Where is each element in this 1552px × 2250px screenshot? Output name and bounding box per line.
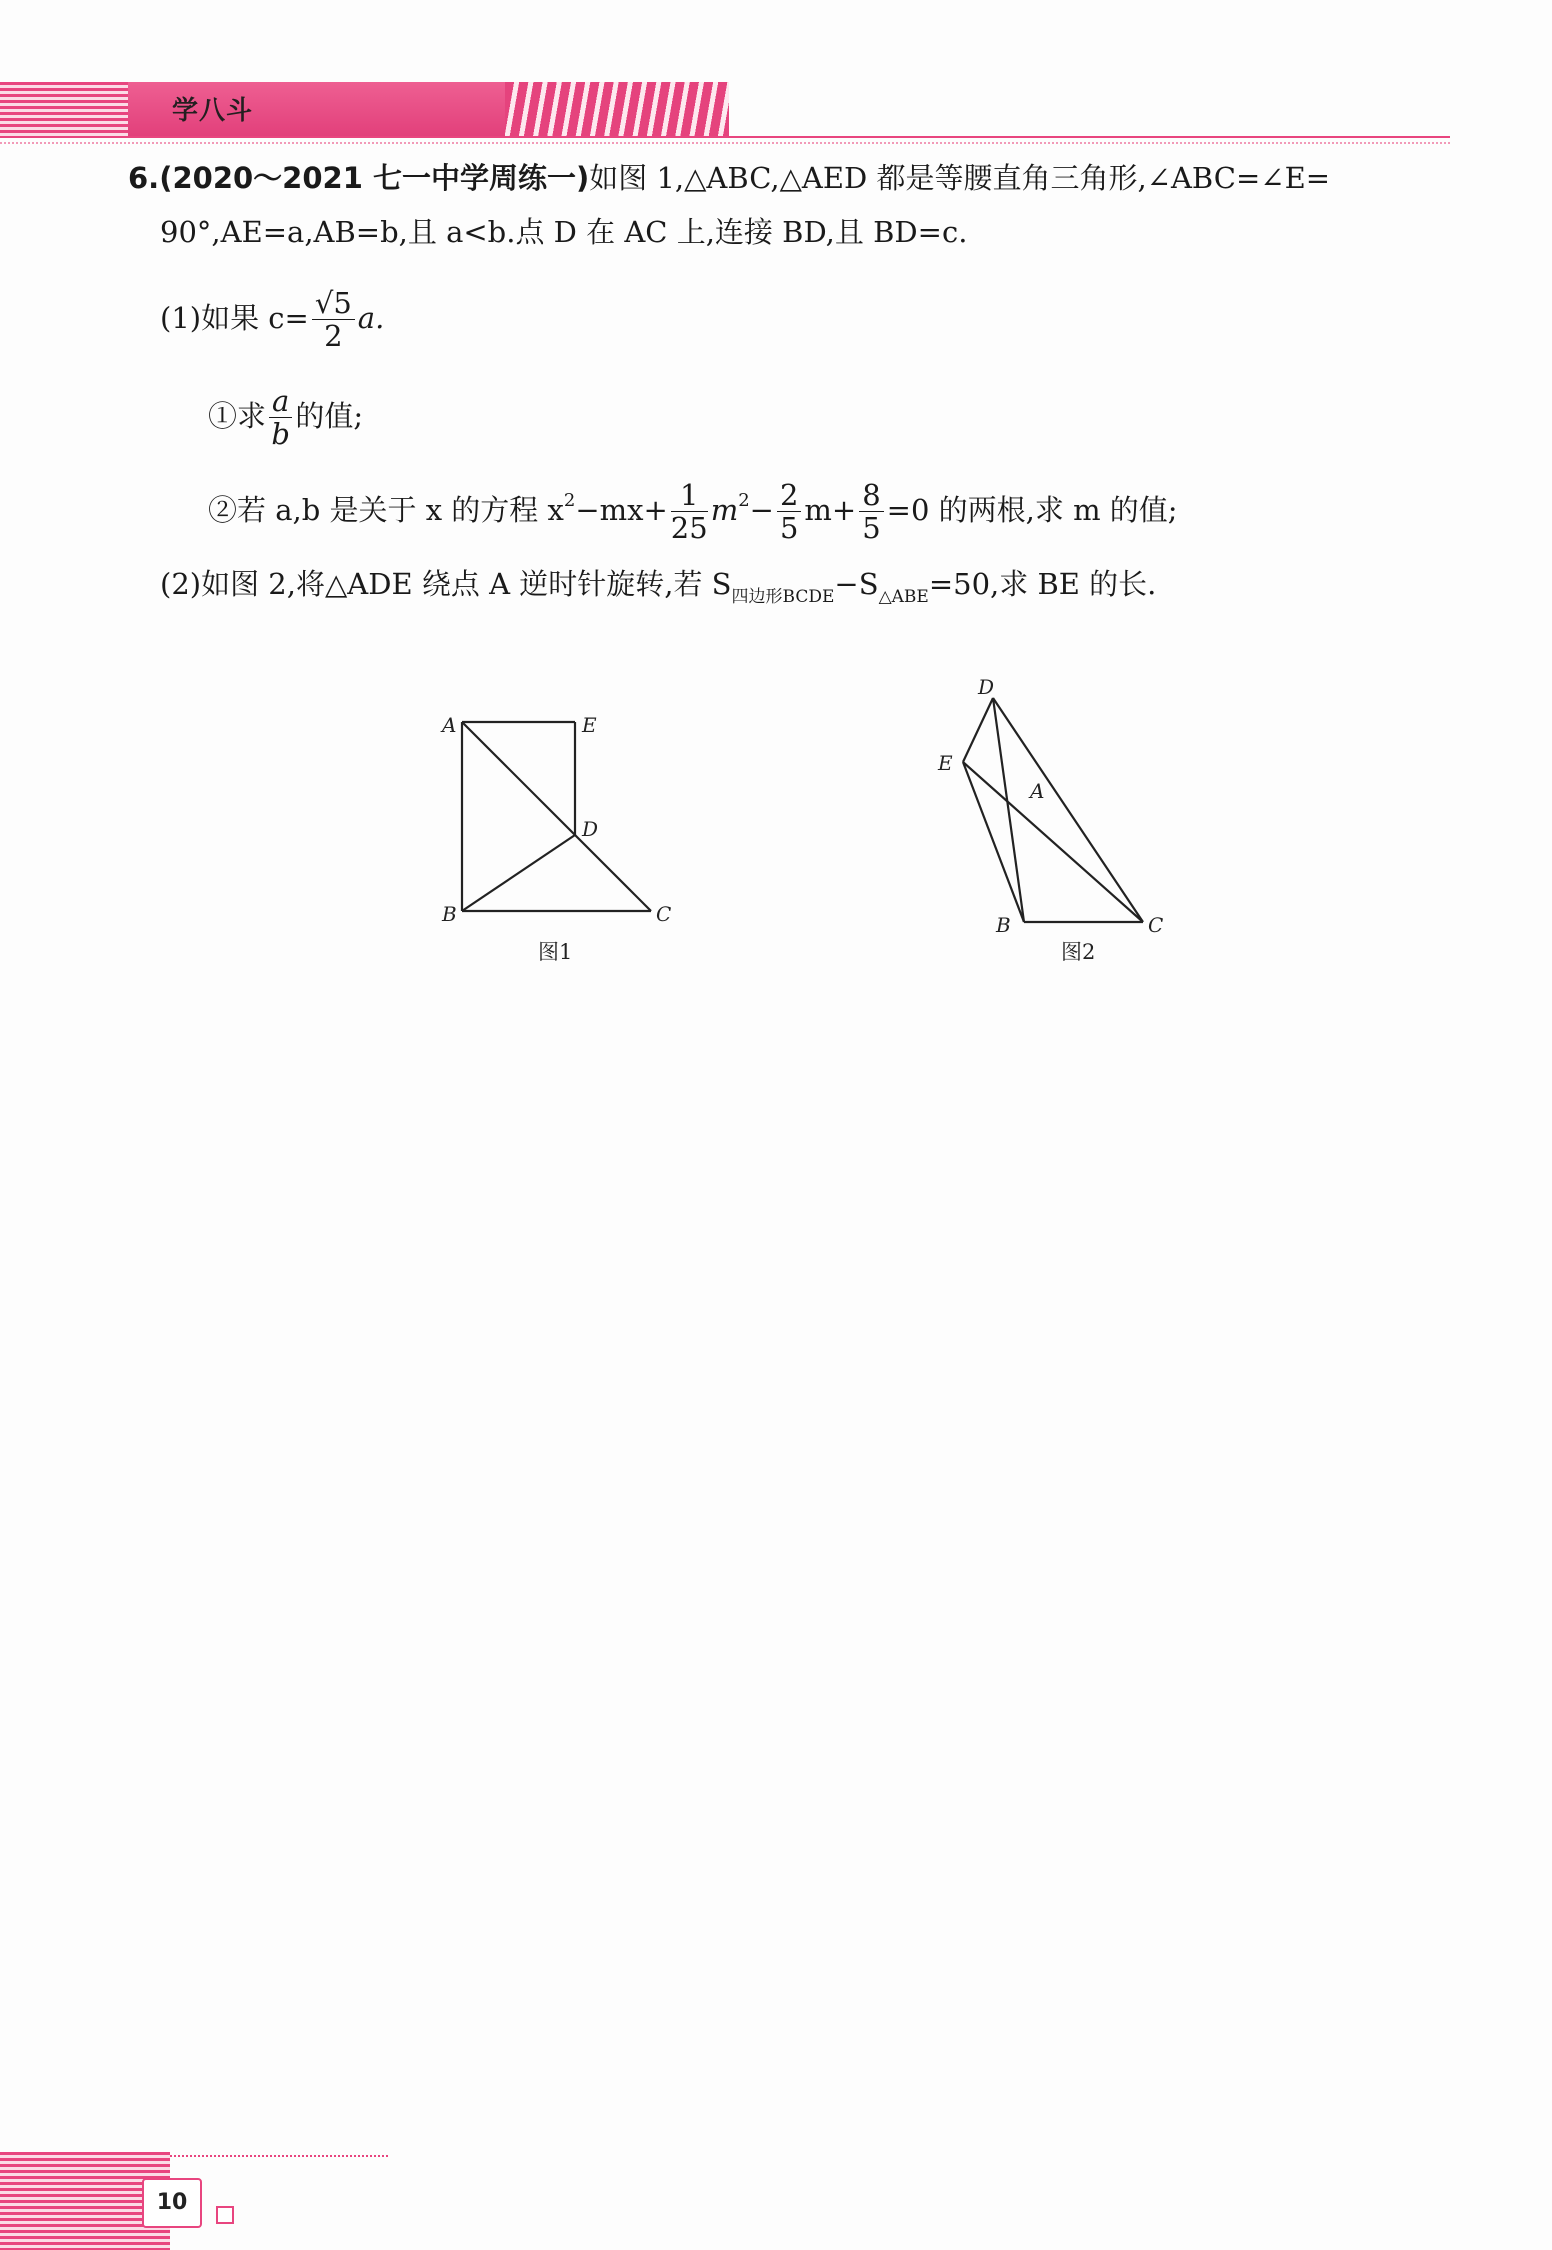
problem-stem-line2 [160,215,968,249]
var-m: m [710,492,739,527]
question1-line [208,386,363,450]
question2-line [208,480,1178,544]
exponent: 2 [738,489,750,511]
fraction-8-over-5 [859,480,883,544]
footer-dotted-rule [170,2155,388,2157]
header-slash-pattern [505,82,729,136]
part2-minus-S: −S [834,567,879,601]
figure-1-diagram [430,700,690,950]
denominator-b: b [271,417,290,452]
figure-2-diagram [930,670,1180,950]
problem-number: 6. [128,161,160,195]
header-stripes [0,82,128,136]
part1-line [160,288,384,352]
label-D: D [978,675,995,699]
label-D: D [582,817,599,841]
page-number: 10 [142,2178,202,2228]
fraction-numerator [269,386,292,418]
fraction-numerator: 8 [859,480,883,512]
header-title: 学八斗 [172,96,254,126]
fraction-a-over-b [269,386,292,450]
figure-1-caption: 图1 [538,940,573,964]
part1-suffix: a. [357,300,385,335]
subscript-quadrilateral: 四边形BCDE [731,587,835,607]
fraction-numerator: 2 [777,480,801,512]
problem-source: (2020～2021 七一中学周练一) [159,161,590,195]
stem-text-1: 如图 1,△ABC,△AED 都是等腰直角三角形,∠ABC=∠E= [589,161,1331,195]
problem-stem-line1 [128,161,1331,195]
fraction-denominator: 25 [670,511,708,546]
subscript-triangle: △ABE [878,587,929,607]
stem-text-2: 90°,AE=a,AB=b,且 a<b.点 D 在 AC 上,连接 BD,且 BD=c. [160,215,968,249]
page-header [0,78,1450,140]
fraction-sqrt5-over-2 [312,288,355,352]
q1-prefix: ①求 [208,398,267,433]
figure-2 [930,670,1180,970]
minus: − [749,492,774,527]
q2-prefix: ②若 a,b 是关于 x 的方程 x [208,492,564,527]
fraction-numerator: √5 [312,288,355,320]
part2-prefix: (2)如图 2,将△ADE 绕点 A 逆时针旋转,若 S [160,567,732,601]
part1-prefix: (1)如果 c= [160,300,309,335]
q2-text: −mx+ [575,492,668,527]
label-C: C [1148,913,1164,937]
q1-suffix: 的值; [295,398,364,433]
label-A: A [442,713,457,737]
fraction-1-over-25 [671,480,708,544]
fraction-denominator [269,417,292,452]
label-A: A [1030,779,1045,803]
fraction-2-over-5 [777,480,801,544]
fraction-denominator: 5 [779,511,799,546]
fraction-numerator: 1 [671,480,708,512]
footer-square-icon [216,2206,234,2224]
exponent: 2 [563,489,576,511]
label-B: B [442,902,457,926]
figure-1 [430,700,690,970]
fraction-denominator: 2 [324,319,343,354]
label-C: C [656,902,672,926]
header-rule [0,136,1450,138]
q2-suffix: =0 的两根,求 m 的值; [886,492,1178,527]
label-E: E [582,713,597,737]
numerator-a: a [272,384,290,418]
part2-line [160,567,1157,607]
part2-suffix: =50,求 BE 的长. [928,567,1157,601]
fraction-denominator: 5 [862,511,881,546]
label-E: E [938,751,953,775]
figure-2-caption: 图2 [1061,940,1096,964]
q2-text: m+ [804,492,857,527]
header-dotted-rule [0,142,1450,144]
label-B: B [996,913,1011,937]
